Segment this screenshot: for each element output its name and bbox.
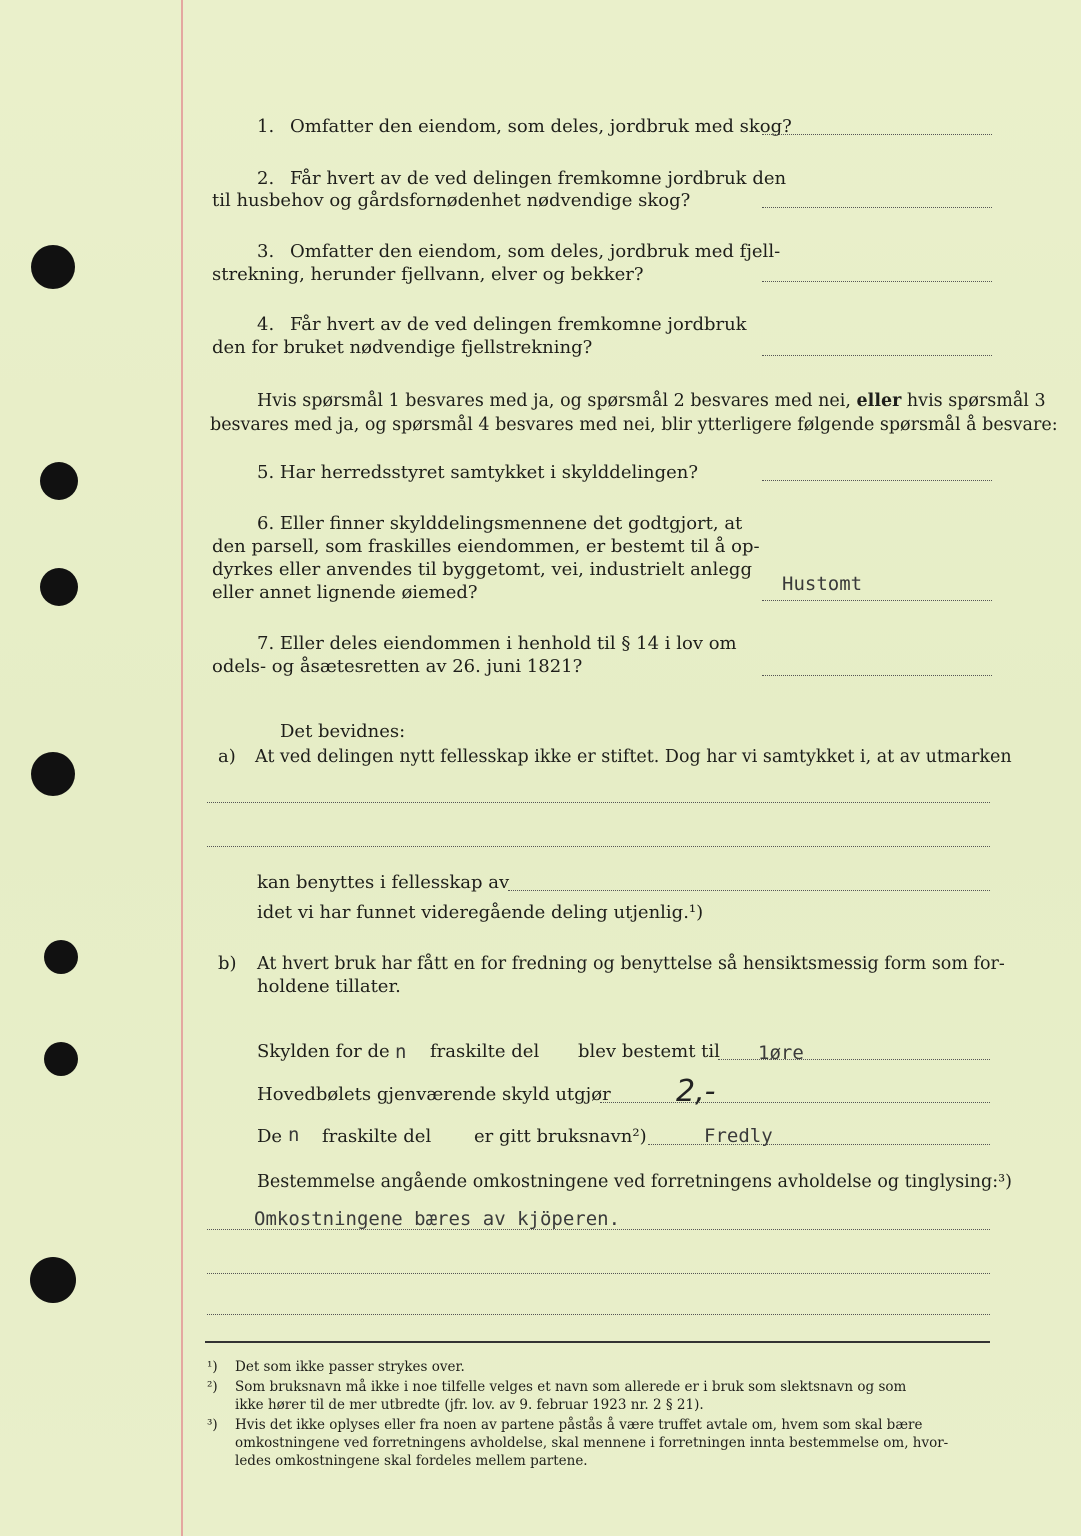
question-3-number: 3. (257, 241, 275, 262)
answer-line-3[interactable] (762, 281, 992, 282)
answer-line-6[interactable] (762, 600, 992, 601)
question-2-line1: Får hvert av de ved delingen fremkomne jordbruk den (290, 168, 787, 189)
hovedbol-value: 2,- (676, 1074, 716, 1109)
hovedbol-label: Hovedbølets gjenværende skyld utgjør (257, 1084, 611, 1105)
bruksnavn-value: Fredly (704, 1125, 773, 1147)
footnote-1-mark: ¹) (207, 1359, 218, 1375)
bestemmelse-line-3[interactable] (207, 1314, 990, 1315)
question-5: 5. Har herredsstyret samtykket i skylddelingen? (257, 462, 698, 483)
question-3-line1: Omfatter den eiendom, som deles, jordbruk med fjell- (290, 241, 781, 262)
footnote-3-mark: ³) (207, 1417, 218, 1433)
bestemmelse-line-1[interactable] (207, 1229, 990, 1230)
question-6-answer: Hustomt (782, 573, 863, 595)
question-6-line4: eller annet lignende øiemed? (212, 582, 478, 603)
question-2-line2: til husbehov og gårdsfornødenhet nødvendige skog? (212, 190, 691, 211)
bruksnavn-label-a: De (257, 1126, 283, 1147)
punch-hole (40, 462, 78, 500)
question-4-line1: Får hvert av de ved delingen fremkomne jordbruk (290, 314, 747, 335)
item-a-text: At ved delingen nytt fellesskap ikke er stiftet. Dog har vi samtykket i, at av utmarken (255, 747, 1012, 767)
answer-line-2[interactable] (762, 207, 992, 208)
bruksnavn-label-c: er gitt bruksnavn²) (474, 1126, 647, 1147)
footnote-2-mark: ²) (207, 1379, 218, 1395)
condition-line1 (257, 390, 1046, 412)
hovedbol-line[interactable] (600, 1102, 990, 1103)
margin-line (181, 0, 183, 1536)
condition-line2: besvares med ja, og spørsmål 4 besvares med nei, blir ytterligere følgende spørsmål å besvare: (210, 415, 1058, 435)
punch-hole (44, 1042, 78, 1076)
bruksnavn-line[interactable] (648, 1144, 990, 1145)
footnote-2-line1: Som bruksnavn må ikke i noe tilfelle velges et navn som allerede er i bruk som slektsnavn og som (235, 1379, 907, 1395)
bestemmelse-line-2[interactable] (207, 1273, 990, 1274)
question-7-line2: odels- og åsætesretten av 26. juni 1821? (212, 656, 583, 677)
condition-text-a: Hvis spørsmål 1 besvares med ja, og spørsmål 2 besvares med nei, (257, 391, 851, 411)
bruksnavn-label-b: fraskilte del (322, 1126, 432, 1147)
question-1-number: 1. (257, 116, 275, 137)
skyld-label-b: fraskilte del (430, 1041, 540, 1062)
punch-hole (30, 1257, 76, 1303)
bestemmelse-answer: Omkostningene bæres av kjöperen. (254, 1208, 621, 1230)
punch-hole (40, 568, 78, 606)
answer-line-7[interactable] (762, 675, 992, 676)
question-6-line3: dyrkes eller anvendes til byggetomt, vei, industrielt anlegg (212, 559, 752, 580)
question-7-line1: 7. Eller deles eiendommen i henhold til § 14 i lov om (257, 633, 737, 654)
answer-line-4[interactable] (762, 355, 992, 356)
footnote-rule (205, 1341, 990, 1343)
question-3-line2: strekning, herunder fjellvann, elver og bekker? (212, 264, 644, 285)
item-b-line1: At hvert bruk har fått en for fredning og benyttelse så hensiktsmessig form som for- (257, 954, 1005, 974)
question-6-line1: 6. Eller finner skylddelingsmennene det godtgjort, at (257, 513, 743, 534)
item-b-label: b) (218, 953, 237, 974)
footnote-1-line1: Det som ikke passer strykes over. (235, 1359, 465, 1375)
videregaende-text: idet vi har funnet videregående deling utjenlig.¹) (257, 902, 704, 923)
footnote-3-line2: omkostningene ved forretningens avholdelse, skal mennene i forretningen innta bestemmelse om, hvor- (235, 1435, 949, 1451)
item-a-label: a) (218, 746, 236, 767)
answer-line-1[interactable] (762, 134, 992, 135)
skyld-insert: n (395, 1041, 407, 1063)
answer-line-5[interactable] (762, 480, 992, 481)
skyld-label-a: Skylden for de (257, 1041, 390, 1062)
utmarken-line-1[interactable] (207, 802, 990, 803)
punch-hole (44, 940, 78, 974)
punch-hole (31, 245, 75, 289)
footnote-3-line1: Hvis det ikke oplyses eller fra noen av partene påstås å være truffet avtale om, hvem som skal bære (235, 1417, 923, 1433)
question-4-line2: den for bruket nødvendige fjellstrekning? (212, 337, 593, 358)
condition-bold: eller (856, 391, 902, 411)
question-1-text: Omfatter den eiendom, som deles, jordbruk med skog? (290, 116, 792, 137)
question-4-number: 4. (257, 314, 275, 335)
footnote-2-line2: ikke hører til de mer utbredte (jfr. lov. av 9. februar 1923 nr. 2 § 21). (235, 1397, 704, 1413)
question-6-line2: den parsell, som fraskilles eiendommen, er bestemt til å op- (212, 536, 760, 557)
fellesskap-line[interactable] (508, 890, 990, 891)
bruksnavn-insert: n (288, 1124, 300, 1146)
bestemmelse-label: Bestemmelse angående omkostningene ved forretningens avholdelse og tinglysing:³) (257, 1172, 1012, 1192)
utmarken-line-2[interactable] (207, 846, 990, 847)
fellesskap-label: kan benyttes i fellesskap av (257, 872, 510, 893)
skyld-value: 1øre (758, 1042, 804, 1064)
footnote-3-line3: ledes omkostningene skal fordeles mellem partene. (235, 1453, 588, 1469)
item-b-line2: holdene tillater. (257, 976, 401, 997)
punch-hole (31, 752, 75, 796)
condition-text-b: hvis spørsmål 3 (906, 391, 1046, 411)
bevidnes-heading: Det bevidnes: (280, 721, 406, 742)
question-2-number: 2. (257, 168, 275, 189)
skyld-label-c: blev bestemt til (578, 1041, 720, 1062)
